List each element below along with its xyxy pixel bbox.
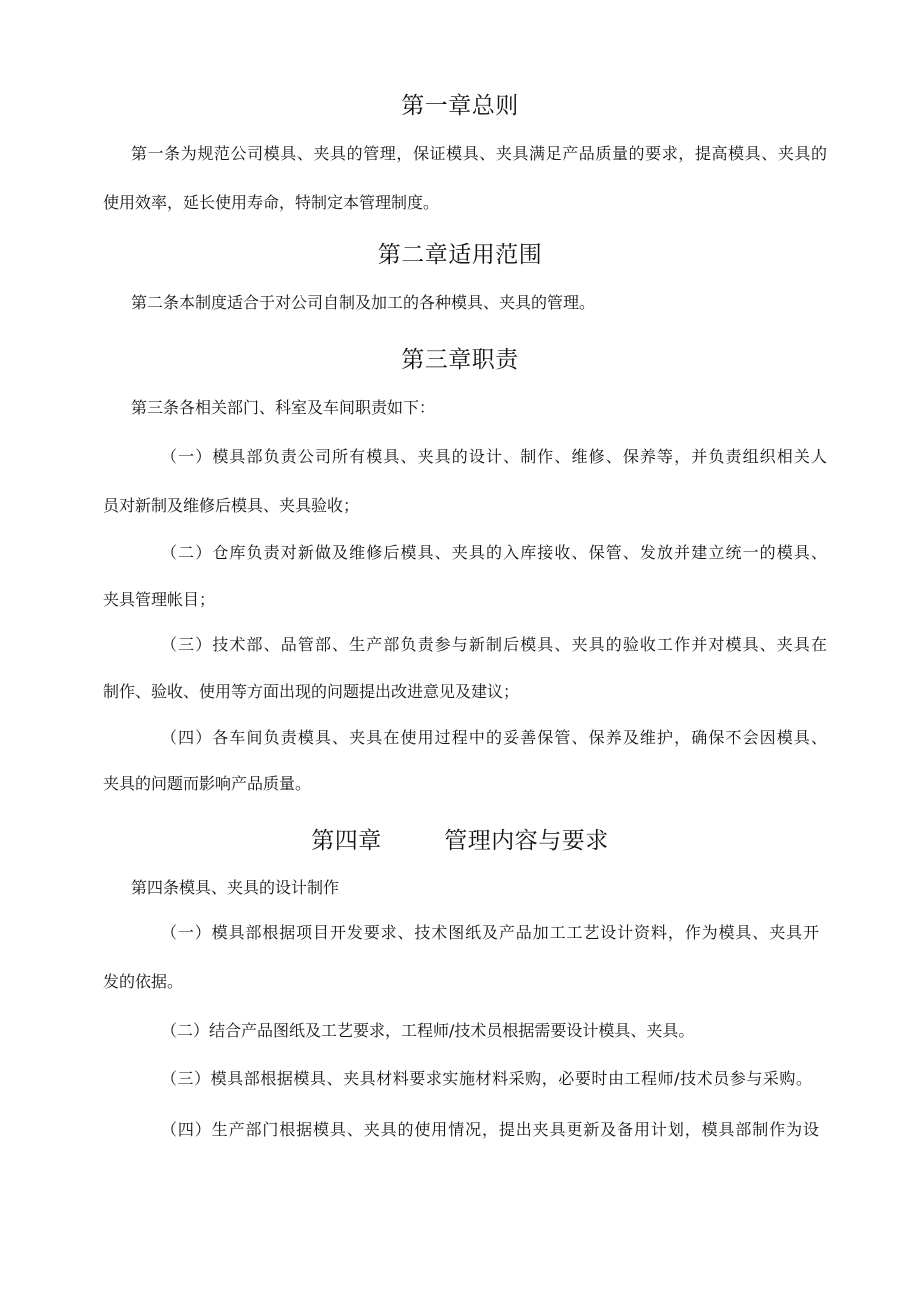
chapter-4-title: 第四章 管理内容与要求 [311, 828, 609, 854]
article-2-line-1: 第二条本制度适合于对公司自制及加工的各种模具、夹具的管理。 [131, 293, 596, 312]
article-3-item-4-line-2: 夹具的问题而影响产品质量。 [103, 774, 312, 793]
article-3-item-2-line-2: 夹具管理帐目； [103, 590, 216, 609]
article-4-item-2-line-1: （二）结合产品图纸及工艺要求，工程师/技术员根据需要设计模具、夹具。 [161, 1021, 695, 1040]
article-4-line-1: 第四条模具、夹具的设计制作 [131, 878, 340, 897]
article-1-line-2: 使用效率，延长使用寿命，特制定本管理制度。 [103, 193, 440, 212]
article-3-item-3-line-1: （三）技术部、品管部、生产部负责参与新制后模具、夹具的验收工作并对模具、夹具在 [161, 635, 827, 654]
article-4-item-1-line-2: 发的依据。 [103, 972, 184, 991]
chapter-1-title: 第一章总则 [401, 93, 519, 119]
article-3-item-3-line-2: 制作、验收、使用等方面出现的问题提出改进意见及建议； [103, 682, 520, 701]
article-4-item-3-line-1: （三）模具部根据模具、夹具材料要求实施材料采购，必要时由工程师/技术员参与采购。 [161, 1069, 812, 1088]
chapter-2-title: 第二章适用范围 [377, 242, 543, 268]
article-4-item-4-line-1: （四）生产部门根据模具、夹具的使用情况，提出夹具更新及备用计划，模具部制作为设 [161, 1120, 819, 1139]
article-3-item-1-line-2: 员对新制及维修后模具、夹具验收； [103, 496, 360, 515]
article-3-item-2-line-1: （二）仓库负责对新做及维修后模具、夹具的入库接收、保管、发放并建立统一的模具、 [161, 543, 827, 562]
article-1-line-1: 第一条为规范公司模具、夹具的管理，保证模具、夹具满足产品质量的要求，提高模具、夹具的 [131, 144, 827, 163]
article-3-line-1: 第三条各相关部门、科室及车间职责如下： [131, 398, 436, 417]
chapter-3-title: 第三章职责 [401, 347, 519, 373]
article-4-item-1-line-1: （一）模具部根据项目开发要求、技术图纸及产品加工工艺设计资料，作为模具、夹具开 [161, 923, 819, 942]
article-3-item-4-line-1: （四）各车间负责模具、夹具在使用过程中的妥善保管、保养及维护，确保不会因模具、 [161, 728, 827, 747]
article-3-item-1-line-1: （一）模具部负责公司所有模具、夹具的设计、制作、维修、保养等，并负责组织相关人 [161, 447, 827, 466]
